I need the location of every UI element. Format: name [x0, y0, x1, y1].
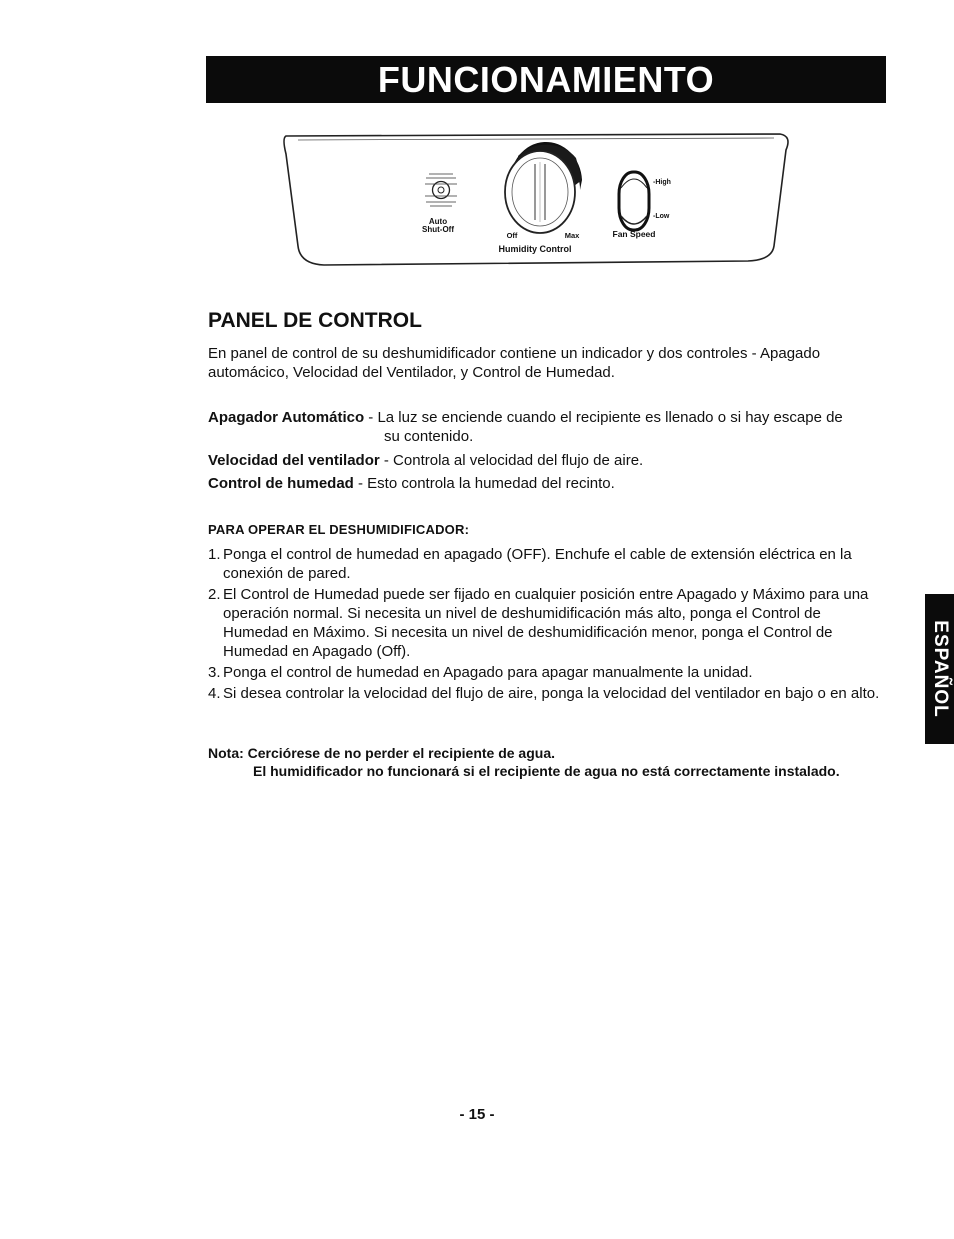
- definition-text: - Controla al velocidad del flujo de aire.: [379, 452, 644, 469]
- step-number: 3.: [208, 664, 221, 681]
- operate-heading: PARA OPERAR EL DESHUMIDIFICADOR:: [208, 522, 470, 537]
- definition-text: - Esto controla la humedad del recinto.: [353, 475, 615, 492]
- step-text: Ponga el control de humedad en Apagado para apagar manualmente la unidad.: [223, 664, 753, 681]
- fan-speed-switch-icon[interactable]: [619, 172, 649, 230]
- control-panel-illustration: [278, 128, 792, 268]
- humidity-control-knob-icon[interactable]: [505, 142, 582, 233]
- definition-term: Velocidad del ventilador: [208, 452, 380, 469]
- definition-text: - La luz se enciende cuando el recipiente es llenado o si hay escape de: [364, 409, 843, 426]
- note-line-1: Nota: Cerciórese de no perder el recipiente de agua.: [208, 745, 555, 761]
- intro-paragraph: En panel de control de su deshumidificador contiene un indicador y dos controles - Apagado automácico, Velocidad del Ventilador, y Control de Humedad.: [208, 345, 821, 381]
- auto-label: Auto: [428, 217, 448, 226]
- list-item: [208, 663, 888, 682]
- off-label: Off: [506, 231, 518, 240]
- shutoff-label: Shut-Off: [422, 225, 454, 234]
- section-title: PANEL DE CONTROL: [208, 309, 422, 332]
- step-number: 4.: [208, 685, 221, 702]
- page-title-banner: [206, 56, 886, 103]
- definition-humidity-control: [208, 474, 888, 493]
- definition-fan-speed: [208, 451, 888, 470]
- step-text: Si desea controlar la velocidad del flujo de aire, ponga la velocidad del ventilador en bajo o en alto.: [223, 685, 880, 702]
- definition-auto-shutoff: [208, 408, 888, 446]
- page-number: - 15 -: [459, 1106, 495, 1123]
- panel-inner-line: [298, 138, 774, 140]
- list-item: [208, 684, 888, 703]
- definition-term: Apagador Automático: [208, 409, 365, 426]
- definition-term: Control de humedad: [208, 475, 354, 492]
- step-text: El Control de Humedad puede ser fijado en cualquier posición entre Apagado y Máximo para una operación normal. Si necesita un nivel de deshumidificación más alto, ponga el Control de Humedad en Máximo. Si necesita un nivel de deshumidificación menor, ponga el Control de Humedad en Apagado (Off).: [223, 586, 869, 660]
- language-side-tab: [925, 594, 954, 744]
- auto-shutoff-indicator-icon: [425, 174, 457, 206]
- note-line-2: El humidificador no funcionará si el recipiente de agua no está correctamente instalado.: [253, 763, 840, 779]
- fan-speed-label: Fan Speed: [612, 229, 656, 239]
- step-number: 1.: [208, 546, 221, 563]
- note-block: [208, 744, 888, 780]
- operation-steps-list: [208, 545, 888, 705]
- humidity-control-label: Humidity Control: [498, 244, 572, 254]
- fan-high-label: -High: [653, 179, 671, 186]
- list-item: [208, 545, 888, 583]
- language-tab-label: ESPAÑOL: [929, 620, 951, 718]
- step-number: 2.: [208, 586, 221, 603]
- fan-low-label: -Low: [653, 213, 670, 220]
- page-title: FUNCIONAMIENTO: [377, 59, 715, 100]
- max-label: Max: [564, 231, 580, 240]
- definition-text-continued: su contenido.: [384, 428, 474, 445]
- list-item: [208, 585, 888, 661]
- step-text: Ponga el control de humedad en apagado (OFF). Enchufe el cable de extensión eléctrica en la conexión de pared.: [223, 546, 852, 582]
